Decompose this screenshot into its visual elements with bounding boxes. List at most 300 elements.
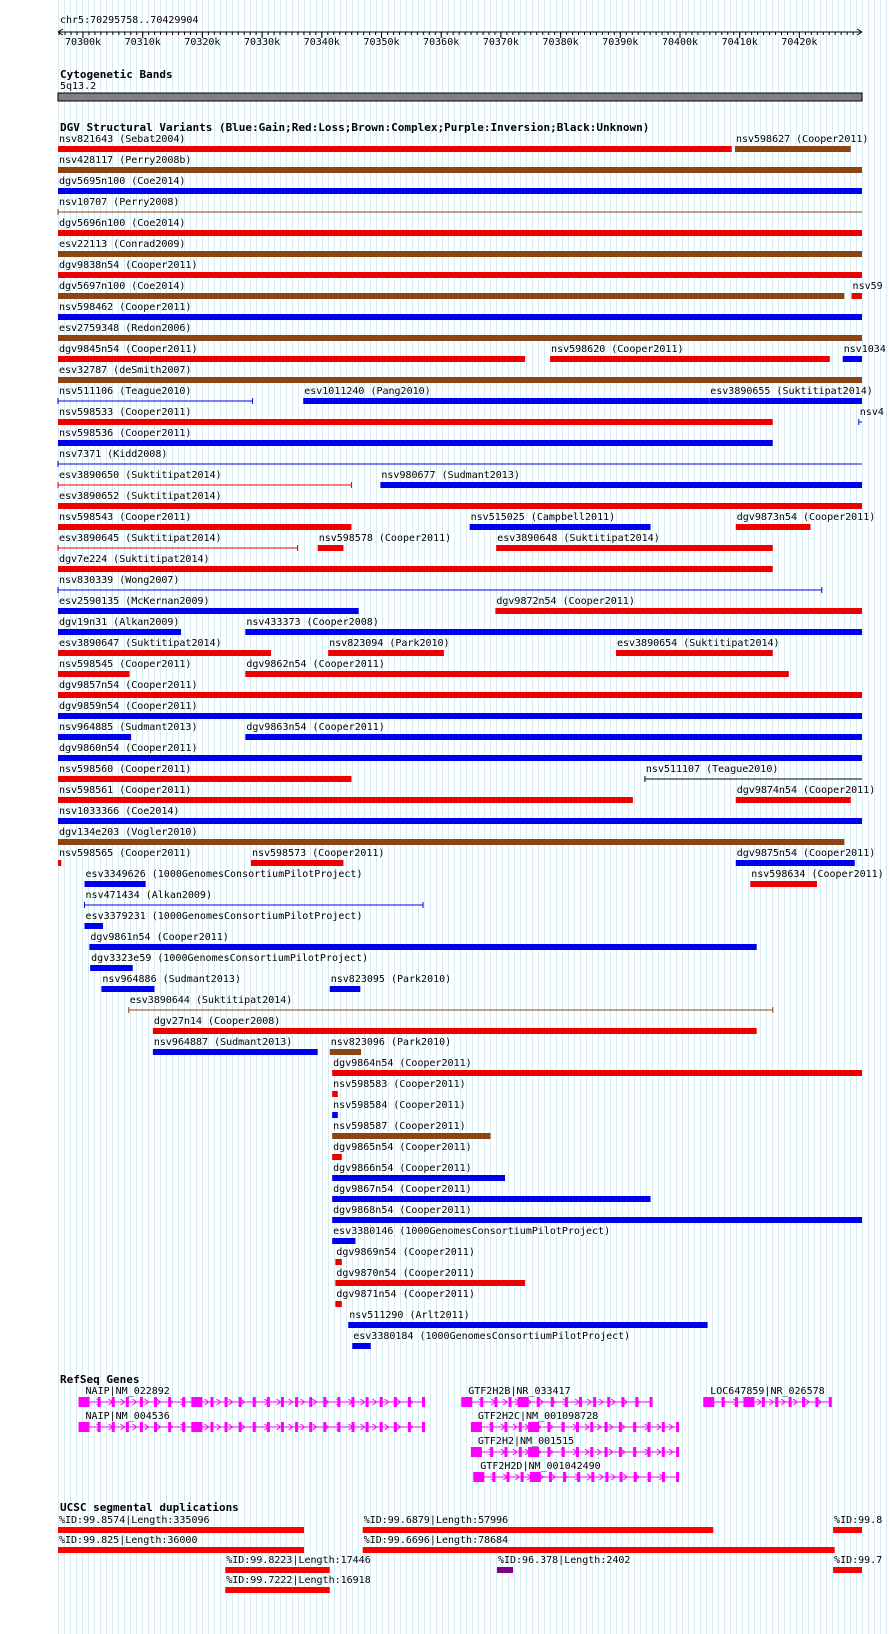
sv-feature-bar[interactable] (85, 881, 146, 887)
gene-exon (394, 1397, 397, 1407)
gene-exon (576, 1447, 579, 1457)
segdup-label: %ID:96.378|Length:2402 (497, 1555, 631, 1566)
gene-exon (168, 1422, 171, 1432)
sv-feature[interactable] (332, 1163, 505, 1181)
sv-feature[interactable] (58, 512, 351, 530)
sv-feature-label: dgv9872n54 (Cooper2011) (496, 596, 635, 607)
sv-feature-bar[interactable] (332, 1154, 342, 1160)
sv-feature-bar[interactable] (58, 818, 862, 824)
sv-feature-label: dgv9870n54 (Cooper2011) (336, 1268, 475, 1279)
refseq-gene[interactable] (471, 1411, 679, 1432)
sv-feature[interactable] (101, 974, 240, 992)
sv-feature-label: esv3380184 (1000GenomesConsortiumPilotProject) (353, 1331, 631, 1342)
gene-exon (562, 1447, 565, 1457)
sv-feature[interactable] (245, 617, 862, 635)
sv-feature-bar[interactable] (58, 671, 130, 677)
sv-feature[interactable] (709, 386, 873, 404)
sv-feature-bar[interactable] (58, 167, 862, 173)
sv-feature-bar[interactable] (352, 1343, 370, 1349)
sv-feature[interactable] (616, 638, 780, 656)
ruler-tick-label: 70390k (602, 37, 639, 48)
sv-feature-bar[interactable] (90, 965, 133, 971)
gene-exon (112, 1422, 115, 1432)
sv-feature-label: esv3890644 (Suktitipat2014) (129, 995, 293, 1006)
gene-exon (98, 1397, 101, 1407)
sv-feature-label: nsv598536 (Cooper2011) (59, 428, 192, 439)
gene-exon (648, 1472, 651, 1482)
gene-exon (551, 1397, 554, 1407)
gene-exon (547, 1447, 550, 1457)
sv-feature[interactable] (303, 386, 709, 404)
sv-feature-bar[interactable] (245, 671, 789, 677)
sv-feature-label: dgv5696n100 (Coe2014) (59, 218, 186, 229)
sv-feature-bar[interactable] (58, 377, 862, 383)
gene-exon (633, 1422, 636, 1432)
sv-feature[interactable] (470, 512, 651, 530)
sv-feature[interactable] (58, 638, 271, 656)
sv-feature-bar[interactable] (251, 860, 343, 866)
sv-feature[interactable] (330, 1037, 451, 1055)
sv-feature-bar[interactable] (332, 1070, 862, 1076)
gene-exon (492, 1472, 495, 1482)
sv-feature-bar[interactable] (85, 923, 103, 929)
sv-feature-label: nsv823094 (Park2010) (329, 638, 450, 649)
gene-exon (662, 1447, 665, 1457)
sv-feature-bar[interactable] (330, 986, 361, 992)
gene-exon (509, 1397, 512, 1407)
sv-feature-bar[interactable] (495, 608, 862, 614)
segdup-bar[interactable] (833, 1527, 862, 1533)
sv-feature[interactable] (89, 932, 756, 950)
sv-feature-label: nsv10707 (Perry2008) (59, 197, 180, 208)
sv-feature-bar[interactable] (332, 1091, 338, 1097)
segdup-bar[interactable] (363, 1547, 835, 1553)
gene-label: LOC647859|NR_026578 (710, 1386, 825, 1397)
ruler-tick-label: 70350k (363, 37, 400, 48)
sv-feature-label: nsv59 (852, 281, 883, 292)
segdup-label: %ID:99.8574|Length:335096 (59, 1515, 210, 1526)
sv-feature[interactable] (736, 512, 875, 530)
gene-exon (605, 1472, 608, 1482)
region-label: chr5:70295758..70429904 (60, 15, 199, 26)
gene-label: GTF2H2C|NM_001098728 (477, 1411, 599, 1422)
sv-feature[interactable] (58, 827, 844, 845)
sv-feature[interactable] (58, 344, 525, 362)
gene-exon (295, 1397, 298, 1407)
sv-feature-bar[interactable] (58, 188, 862, 194)
sv-feature-label: esv3890655 (Suktitipat2014) (710, 386, 873, 397)
cytoband-track-title: Cytogenetic Bands (60, 68, 173, 81)
gene-exon (565, 1397, 568, 1407)
gene-exon (662, 1472, 665, 1482)
gene-exon (253, 1422, 256, 1432)
gene-exon (366, 1397, 369, 1407)
ruler-tick-label: 70400k (661, 37, 699, 48)
gene-exon (337, 1397, 340, 1407)
gene-exon (281, 1397, 284, 1407)
sv-feature-label: nsv598583 (Cooper2011) (333, 1079, 466, 1090)
sv-feature-label: dgv134e203 (Vogler2010) (59, 827, 198, 838)
sv-feature-bar[interactable] (89, 944, 756, 950)
sv-feature-label: nsv7371 (Kidd2008) (59, 449, 168, 460)
gene-exon (490, 1422, 493, 1432)
segdup-feature[interactable] (225, 1555, 371, 1573)
gene-exon (473, 1472, 484, 1482)
gene-exon (590, 1422, 593, 1432)
sv-feature[interactable] (58, 596, 359, 614)
sv-feature-bar[interactable] (58, 734, 131, 740)
gene-exon (743, 1397, 754, 1407)
sv-feature-bar[interactable] (335, 1280, 525, 1286)
sv-feature-bar[interactable] (852, 293, 862, 299)
sv-feature[interactable] (332, 1142, 471, 1160)
gene-exon (590, 1447, 593, 1457)
sv-feature-bar[interactable] (58, 755, 862, 761)
sv-feature[interactable] (58, 764, 351, 782)
gene-exon (471, 1447, 482, 1457)
sv-feature-bar[interactable] (101, 986, 154, 992)
sv-feature-bar[interactable] (550, 356, 830, 362)
sv-feature-bar[interactable] (470, 524, 651, 530)
sv-feature-label: nsv598533 (Cooper2011) (59, 407, 192, 418)
sv-feature-bar[interactable] (245, 629, 862, 635)
sv-feature-label: nsv4 (859, 407, 884, 418)
sv-feature-bar[interactable] (58, 314, 862, 320)
sv-feature-label: dgv9859n54 (Cooper2011) (59, 701, 198, 712)
gene-exon (380, 1397, 383, 1407)
gene-exon (461, 1397, 472, 1407)
sv-feature-bar[interactable] (736, 524, 811, 530)
sv-feature[interactable] (328, 638, 449, 656)
sv-feature[interactable] (58, 281, 844, 299)
sv-feature[interactable] (85, 911, 363, 929)
sv-feature-bar[interactable] (332, 1196, 650, 1202)
sv-feature-bar[interactable] (58, 797, 633, 803)
gene-exon (647, 1422, 650, 1432)
sv-feature[interactable] (348, 1310, 707, 1328)
sv-feature[interactable] (58, 428, 773, 446)
gene-exon (802, 1397, 805, 1407)
refseq-gene[interactable] (473, 1461, 679, 1482)
sv-feature-bar[interactable] (736, 797, 851, 803)
sv-feature-label: dgv9861n54 (Cooper2011) (90, 932, 229, 943)
gene-exon (154, 1422, 157, 1432)
sv-feature[interactable] (245, 722, 862, 740)
sv-feature-label: esv3890654 (Suktitipat2014) (616, 638, 780, 649)
gene-exon (607, 1397, 610, 1407)
sv-feature-label: dgv9869n54 (Cooper2011) (336, 1247, 475, 1258)
sv-feature-bar[interactable] (58, 419, 773, 425)
sv-feature-label: dgv9867n54 (Cooper2011) (333, 1184, 472, 1195)
gene-exon (647, 1447, 650, 1457)
gene-exon (650, 1397, 653, 1407)
segdup-bar[interactable] (225, 1567, 330, 1573)
sv-feature-label: nsv598565 (Cooper2011) (59, 848, 192, 859)
sv-feature-label: nsv964887 (Sudmant2013) (153, 1037, 293, 1048)
sv-feature[interactable] (85, 869, 363, 887)
ruler-tick-label: 70300k (64, 37, 102, 48)
gene-label: GTF2H2D|NM_001042490 (480, 1461, 601, 1472)
segdup-bar[interactable] (497, 1567, 513, 1573)
segdup-bar[interactable] (58, 1527, 304, 1533)
sv-feature-bar[interactable] (58, 524, 351, 530)
sv-feature-label: nsv428117 (Perry2008b) (59, 155, 192, 166)
sv-feature[interactable] (85, 890, 423, 908)
sv-feature-bar[interactable] (318, 545, 344, 551)
gene-exon (182, 1422, 185, 1432)
ruler-tick-label: 70310k (124, 37, 161, 48)
sv-feature-label: nsv964886 (Sudmant2013) (102, 974, 241, 985)
sv-feature-bar[interactable] (153, 1028, 757, 1034)
sv-feature-bar[interactable] (58, 440, 773, 446)
sv-feature-bar[interactable] (58, 650, 271, 656)
sv-feature-bar[interactable] (332, 1133, 490, 1139)
gene-exon (225, 1397, 228, 1407)
ruler-tick-label: 70410k (721, 37, 758, 48)
gene-exon (490, 1447, 493, 1457)
sv-feature[interactable] (495, 596, 862, 614)
segdup-feature[interactable] (225, 1575, 371, 1593)
gene-exon (126, 1397, 129, 1407)
sv-feature-label: nsv598462 (Cooper2011) (59, 302, 192, 313)
gene-exon (521, 1472, 524, 1482)
sv-feature-bar[interactable] (58, 566, 773, 572)
sv-feature-bar[interactable] (153, 1049, 318, 1055)
segdup-label: %ID:99.7 (834, 1555, 883, 1566)
gene-label: NAIP|NM_004536 (85, 1411, 170, 1422)
sv-feature-bar[interactable] (58, 335, 862, 341)
sv-feature-label: esv3380146 (1000GenomesConsortiumPilotProject) (333, 1226, 611, 1237)
gene-exon (676, 1422, 679, 1432)
sv-feature[interactable] (645, 764, 862, 782)
sv-feature[interactable] (58, 659, 191, 677)
sv-feature-bar[interactable] (616, 650, 773, 656)
sv-feature-label: nsv433373 (Cooper2008) (246, 617, 379, 628)
gene-exon (309, 1422, 312, 1432)
sv-feature[interactable] (550, 344, 830, 362)
segdup-track-title: UCSC segmental duplications (60, 1501, 239, 1514)
sv-feature[interactable] (318, 533, 451, 551)
sv-feature[interactable] (736, 848, 875, 866)
sv-feature-label: esv3890648 (Suktitipat2014) (497, 533, 660, 544)
gene-exon (191, 1397, 202, 1407)
sv-feature[interactable] (335, 1247, 474, 1265)
sv-feature-bar[interactable] (58, 293, 844, 299)
sv-feature-label: nsv821643 (Sebat2004) (59, 134, 186, 145)
gene-label: GTF2H2|NM_001515 (477, 1436, 575, 1447)
sv-feature[interactable] (335, 1289, 474, 1307)
sv-feature-label: nsv598560 (Cooper2011) (59, 764, 192, 775)
sv-feature[interactable] (58, 617, 181, 635)
sv-feature-label: dgv7e224 (Suktitipat2014) (59, 554, 210, 565)
sv-feature[interactable] (245, 659, 789, 677)
gene-exon (619, 1422, 622, 1432)
gene-exon (528, 1422, 539, 1432)
sv-feature-bar[interactable] (750, 881, 817, 887)
sv-feature-bar[interactable] (330, 1049, 361, 1055)
sv-feature[interactable] (58, 533, 298, 551)
sv-feature-label: dgv5697n100 (Coe2014) (59, 281, 186, 292)
sv-feature-label: nsv511107 (Teague2010) (645, 764, 779, 775)
sv-feature-bar[interactable] (58, 860, 61, 866)
sv-feature-label: dgv9865n54 (Cooper2011) (333, 1142, 472, 1153)
sv-feature-bar[interactable] (332, 1112, 338, 1118)
sv-feature[interactable] (58, 386, 253, 404)
gene-exon (394, 1422, 397, 1432)
sv-feature[interactable] (380, 470, 862, 488)
sv-feature-bar[interactable] (736, 860, 855, 866)
ruler-tick-label: 70370k (482, 37, 519, 48)
gene-exon (528, 1447, 539, 1457)
sv-feature-label: dgv9874n54 (Cooper2011) (736, 785, 876, 796)
sv-feature-bar[interactable] (245, 734, 862, 740)
sv-feature-bar[interactable] (328, 650, 444, 656)
sv-feature-label: nsv511290 (Arlt2011) (349, 1310, 470, 1321)
sv-feature-label: nsv598561 (Cooper2011) (59, 785, 192, 796)
gene-exon (140, 1397, 143, 1407)
gene-exon (549, 1472, 552, 1482)
segdup-label: %ID:99.6696|Length:78684 (363, 1535, 509, 1546)
segdup-bar[interactable] (58, 1547, 304, 1553)
gene-exon (182, 1397, 185, 1407)
sv-feature-bar[interactable] (332, 1217, 862, 1223)
sv-feature-bar[interactable] (735, 146, 851, 152)
gene-exon (619, 1447, 622, 1457)
sv-feature[interactable] (332, 1205, 862, 1223)
gene-exon (518, 1397, 529, 1407)
sv-feature-bar[interactable] (843, 356, 862, 362)
sv-feature[interactable] (735, 134, 868, 152)
sv-feature-bar[interactable] (58, 608, 359, 614)
sv-feature-label: esv3890652 (Suktitipat2014) (59, 491, 222, 502)
gene-exon (351, 1422, 354, 1432)
sv-feature-label: nsv511106 (Teague2010) (59, 386, 192, 397)
sv-feature-label: dgv9863n54 (Cooper2011) (246, 722, 385, 733)
sv-feature[interactable] (332, 1058, 862, 1076)
gene-exon (239, 1422, 242, 1432)
gene-exon (537, 1397, 540, 1407)
gene-exon (562, 1422, 565, 1432)
gene-exon (337, 1422, 340, 1432)
gene-exon (762, 1397, 765, 1407)
sv-feature-label: dgv19n31 (Alkan2009) (59, 617, 180, 628)
gene-exon (633, 1447, 636, 1457)
sv-feature-bar[interactable] (58, 272, 862, 278)
sv-feature-bar[interactable] (58, 629, 181, 635)
gene-exon (507, 1472, 510, 1482)
segdup-feature[interactable] (58, 1515, 304, 1533)
sv-feature[interactable] (330, 974, 451, 992)
gene-exon (154, 1397, 157, 1407)
segdup-label: %ID:99.6879|Length:57996 (363, 1515, 509, 1526)
sv-feature-label: dgv9871n54 (Cooper2011) (336, 1289, 475, 1300)
gene-exon (351, 1397, 354, 1407)
sv-feature-bar[interactable] (58, 146, 732, 152)
gene-exon (295, 1422, 298, 1432)
sv-feature[interactable] (90, 953, 368, 971)
gene-exon (323, 1422, 326, 1432)
sv-feature-bar[interactable] (58, 776, 351, 782)
sv-feature-label: dgv9873n54 (Cooper2011) (736, 512, 876, 523)
sv-feature-label: esv1011240 (Pang2010) (304, 386, 431, 397)
segdup-bar[interactable] (225, 1587, 330, 1593)
sv-feature[interactable] (843, 344, 886, 362)
sv-feature-bar[interactable] (58, 839, 844, 845)
gene-label: NAIP|NM_022892 (85, 1386, 170, 1397)
sv-feature-bar[interactable] (335, 1301, 341, 1307)
sv-feature-label: dgv9866n54 (Cooper2011) (333, 1163, 472, 1174)
sv-feature-label: dgv9862n54 (Cooper2011) (246, 659, 385, 670)
sv-feature-bar[interactable] (303, 398, 709, 404)
sv-feature[interactable] (58, 722, 197, 740)
sv-feature[interactable] (496, 533, 773, 551)
ruler-tick-label: 70380k (542, 37, 579, 48)
sv-feature-bar[interactable] (58, 503, 862, 509)
sv-feature-bar[interactable] (58, 356, 525, 362)
segdup-bar[interactable] (833, 1567, 862, 1573)
sv-feature[interactable] (58, 554, 773, 572)
gene-exon (605, 1422, 608, 1432)
sv-feature-bar[interactable] (496, 545, 773, 551)
sv-feature[interactable] (332, 1184, 650, 1202)
sv-feature-bar[interactable] (380, 482, 862, 488)
gene-exon (112, 1397, 115, 1407)
gene-exon (519, 1447, 522, 1457)
sv-feature-bar[interactable] (335, 1259, 341, 1265)
sv-feature[interactable] (58, 785, 633, 803)
gene-exon (591, 1472, 594, 1482)
sv-feature-label: dgv9838n54 (Cooper2011) (59, 260, 198, 271)
sv-feature[interactable] (750, 869, 883, 887)
sv-feature-bar[interactable] (58, 692, 862, 698)
sv-feature-label: dgv27n14 (Cooper2008) (153, 1016, 281, 1027)
sv-feature-bar[interactable] (58, 230, 862, 236)
gene-exon (168, 1397, 171, 1407)
sv-feature-bar[interactable] (58, 713, 862, 719)
sv-feature-bar[interactable] (348, 1322, 707, 1328)
segdup-label: %ID:99.7222|Length:16918 (226, 1575, 371, 1586)
sv-feature-bar[interactable] (332, 1175, 505, 1181)
gene-exon (225, 1422, 228, 1432)
cytoband-bar[interactable] (58, 93, 862, 101)
ruler-tick-label: 70420k (781, 37, 818, 48)
segdup-feature[interactable] (58, 1535, 304, 1553)
segmental-duplications-track (58, 1515, 882, 1593)
sv-feature[interactable] (352, 1331, 630, 1349)
sv-feature-bar[interactable] (709, 398, 862, 404)
sv-feature[interactable] (58, 470, 351, 488)
sv-feature-label: nsv964885 (Sudmant2013) (59, 722, 198, 733)
sv-feature-label: esv22113 (Conrad2009) (59, 239, 186, 250)
gene-exon (576, 1422, 579, 1432)
sv-feature-label: nsv598627 (Cooper2011) (735, 134, 869, 145)
segdup-feature[interactable] (363, 1515, 714, 1533)
sv-feature[interactable] (58, 407, 773, 425)
sv-feature-label: esv2590135 (McKernan2009) (59, 596, 210, 607)
segdup-bar[interactable] (363, 1527, 714, 1533)
gene-exon (504, 1447, 507, 1457)
gene-exon (98, 1422, 101, 1432)
sv-feature[interactable] (852, 281, 883, 299)
sv-feature-bar[interactable] (332, 1238, 355, 1244)
gene-exon (605, 1447, 608, 1457)
sv-feature[interactable] (58, 575, 822, 593)
sv-feature-bar[interactable] (58, 251, 862, 257)
sv-feature[interactable] (736, 785, 875, 803)
sv-feature-label: esv32787 (deSmith2007) (59, 365, 192, 376)
refseq-gene[interactable] (703, 1386, 832, 1407)
sv-feature-label: dgv9857n54 (Cooper2011) (59, 680, 198, 691)
